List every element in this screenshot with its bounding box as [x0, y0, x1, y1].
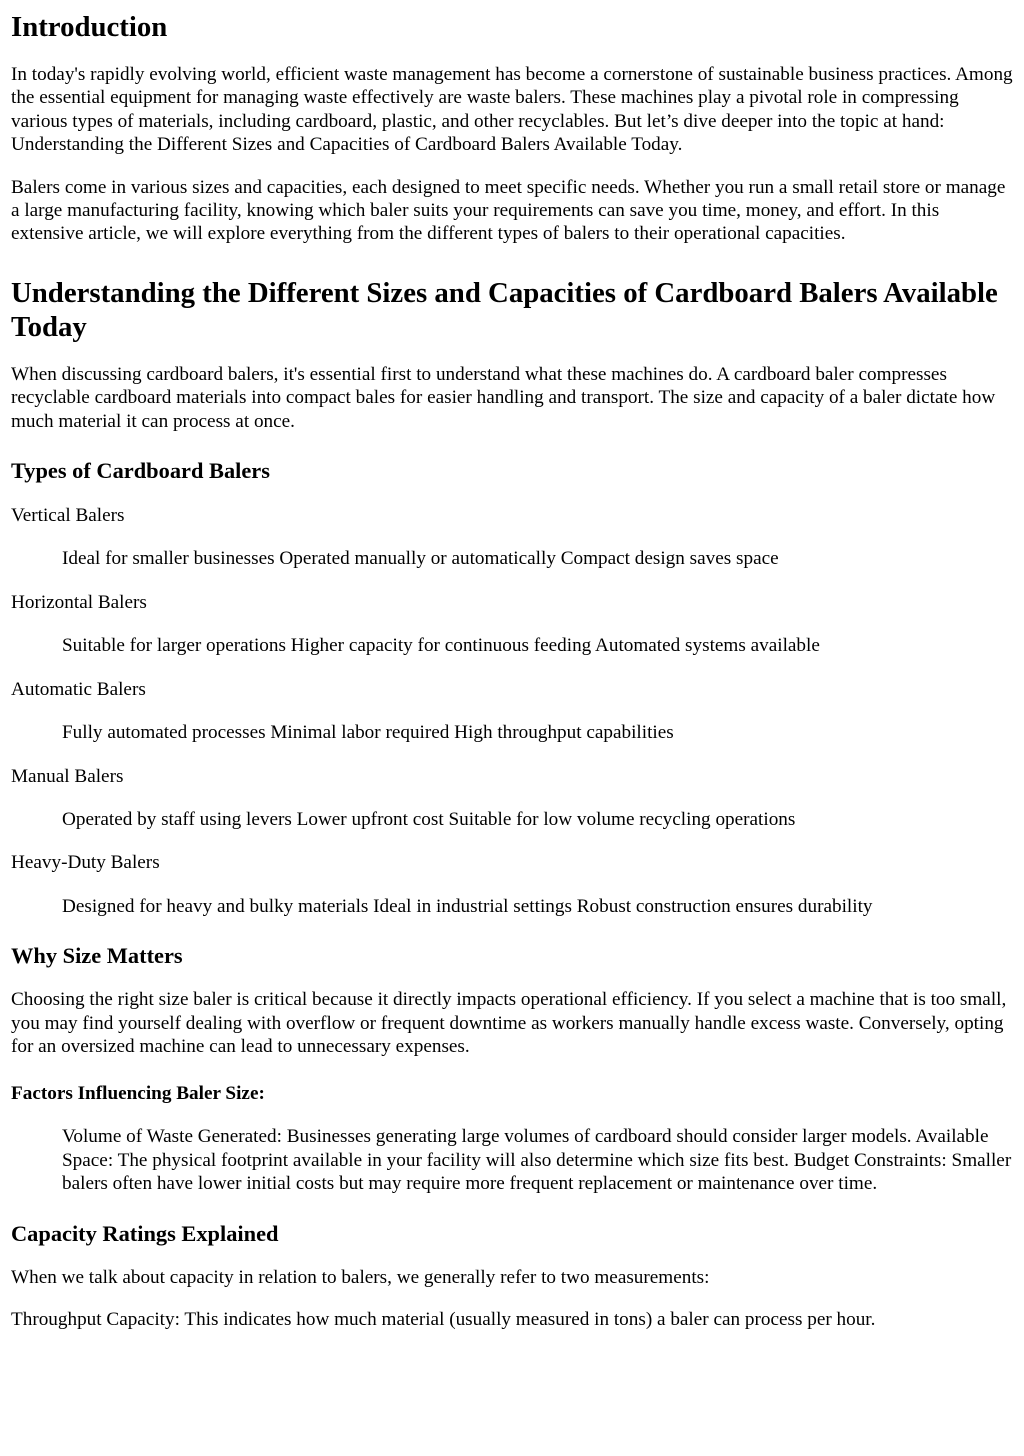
intro-paragraph-1: In today's rapidly evolving world, efficient waste management has become a cornerstone of sustainable business practices. Among the essential equipment for managing waste effectively are waste balers. These machines play a pivotal role in compressing various types of materials, including cardboard, plastic, and other recyclables. But let’s dive deeper into the topic at hand: Understanding the Different Sizes and Capacities of Cardboard Balers Available Today. [11, 64, 1013, 156]
factors-details: Volume of Waste Generated: Businesses generating large volumes of cardboard should consider larger models. Available Space: The physical footprint available in your facility will also determine which size fits best. Budget Constraints: Smaller balers often have lower initial costs but may require more frequent replacement or maintenance over time. [62, 1126, 1012, 1195]
type-horizontal-label: Horizontal Balers [11, 591, 147, 613]
type-vertical-details: Ideal for smaller businesses Operated manually or automatically Compact design saves space [62, 548, 779, 570]
capacity-paragraph: When we talk about capacity in relation to balers, we generally refer to two measurements: [11, 1266, 710, 1288]
understanding-paragraph: When discussing cardboard balers, it's essential first to understand what these machines do. A cardboard baler compresses recyclable cardboard materials into compact bales for easier handling and transport. The size and capacity of a baler dictate how much material it can process at once. [11, 363, 996, 432]
type-manual-details: Operated by staff using levers Lower upfront cost Suitable for low volume recycling operations [62, 808, 796, 830]
baler-types-list [11, 504, 1013, 918]
throughput-paragraph: Throughput Capacity: This indicates how much material (usually measured in tons) a baler can process per hour. [11, 1308, 876, 1330]
type-manual-label: Manual Balers [11, 765, 124, 787]
article [0, 10, 1024, 1331]
factors-heading: Factors Influencing Baler Size: [11, 1083, 265, 1105]
types-heading: Types of Cardboard Balers [11, 458, 270, 484]
type-vertical-label: Vertical Balers [11, 505, 125, 527]
understanding-heading: Understanding the Different Sizes and Capacities of Cardboard Balers Available Today [11, 276, 998, 343]
intro-paragraph-2: Balers come in various sizes and capacities, each designed to meet specific needs. Whether you run a small retail store or manage a large manufacturing facility, knowing which baler suits your requirements can save you time, money, and effort. In this extensive article, we will explore everything from the different types of balers to their operational capacities. [11, 176, 1006, 245]
type-automatic-details: Fully automated processes Minimal labor required High throughput capabilities [62, 722, 674, 744]
size-matters-paragraph: Choosing the right size baler is critical because it directly impacts operational efficiency. If you select a machine that is too small, you may find yourself dealing with overflow or frequent downtime as workers manually handle excess waste. Conversely, opting for an oversized machine can lead to unnecessary expenses. [11, 989, 1007, 1057]
type-automatic-label: Automatic Balers [11, 678, 146, 700]
intro-heading: Introduction [11, 11, 168, 43]
type-heavy-duty-details: Designed for heavy and bulky materials Ideal in industrial settings Robust construction ensures durability [62, 895, 873, 917]
capacity-heading: Capacity Ratings Explained [11, 1220, 279, 1246]
type-horizontal-details: Suitable for larger operations Higher capacity for continuous feeding Automated systems available [62, 635, 820, 657]
size-matters-heading: Why Size Matters [11, 943, 183, 969]
type-heavy-duty-label: Heavy-Duty Balers [11, 852, 160, 874]
